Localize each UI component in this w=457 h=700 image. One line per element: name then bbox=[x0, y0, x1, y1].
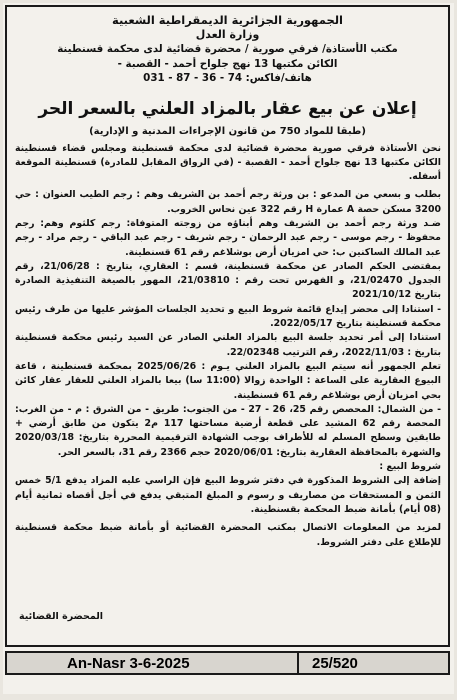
newspaper-clipping bbox=[3, 3, 454, 694]
letterhead bbox=[7, 7, 448, 86]
signature: المحضرة القضائية bbox=[19, 611, 104, 622]
paragraph-bailiff: نحن الأستاذة فرقي صورية محضرة قضائية لدى محكمة قسنطينة ومجلس قضاء قسنطينة الكائن مكتبها 13 نهج جلواح أحمد - القصبة - (في الرواق المقابل للمادرة) قسنطينة الموقعة أسفله. bbox=[15, 142, 441, 183]
paragraph-boundaries: - من الشمال: المحصص رقم 25، 26 - 27 - من الجنوب: طريق - من الشرق : م - من الغرب: المحصة رقم 62 المشيد على قطعة أرضية مساحتها 117 م2 يتكون من طابق أرضي + طابقين وسطح المسلم له للأطراف بوجب الشهادة الترقيمية المحررة بتاريخ: 2020/03/18 والشهرة بالمحافظة العقارية بتاريخ: 2020/06/01 حجم 2366 رقم 31، بالسعر الحر. bbox=[15, 403, 441, 458]
announcement-ref: 25/520 bbox=[312, 655, 358, 672]
header-ministry: وزارة العدل bbox=[195, 27, 260, 41]
announcement-title: إعلان عن بيع عقار بالمزاد العلني بالسعر الحر bbox=[38, 98, 417, 119]
footer-divider bbox=[297, 653, 299, 673]
header-office: مكتب الأستاذة/ فرقي صورية / محضرة قضائية لدى محكمة قسنطينة bbox=[57, 43, 398, 55]
paragraph-contact: لمزيد من المعلومات الاتصال بمكتب المحضرة القضائية أو بأمانة ضبط محكمة قسنطينة للإطلاع على دفتر الشروط. bbox=[15, 522, 441, 548]
paragraph-plaintiff: بطلب و بسعي من المدعو : بن ورثة رجم أحمد بن الشريف وهم : رجم الطيب العنوان : حي 3200 مسكن حصة A عمارة H رقم 322 عين نحاس الخروب. bbox=[15, 189, 441, 215]
announcement-body bbox=[7, 142, 448, 550]
header-republic: الجمهورية الجزائرية الديمقراطية الشعبية bbox=[111, 13, 343, 27]
paragraph-order: استنادا إلى أمر تحديد جلسة البيع بالمزاد العلني الصادر عن السيد رئيس محكمة قسنطينة بتاريخ : 2022/11/03، رقم الترتيب 22/02348. bbox=[15, 332, 441, 358]
announcement-subtitle: (طبقا للمواد 750 من قانون الإجراءات المدنية و الإدارية) bbox=[89, 125, 366, 137]
announcement-frame bbox=[5, 5, 450, 647]
paragraph-conditions: إضافة إلى الشروط المذكورة في دفتر شروط البيع فإن الراسي عليه المزاد يدفع 5/1 خمس الثمن و المستحقات من مصاريف و رسوم و المبلغ المتبقي يدفع في أجل أقصاه ثمانية أيام (08 أيام) بأمانة ضبط المحكمة بقسنطينة. bbox=[15, 475, 441, 515]
newspaper-date: An-Nasr 3-6-2025 bbox=[67, 655, 190, 672]
paragraph-defendants: ضـد ورثة رجم أحمد بن الشريف وهم أبناؤه من زوجته المتوفاة: رجم كلثوم وهم: رجم محفوظ - رجم موسى - رجم عبد الرحمان - رجم شريف - رجم عبد الباقي - رجم مراد - رجم عبد المالك الساكنين ب: حي امزيان أرض بوشلاغم رقم 61 قسنطينة. bbox=[15, 217, 441, 258]
paragraph-deposit: - استنادا إلى محضر إيداع قائمة شروط البيع و تحديد الجلسات المؤشر عليها من طرف رئيس محكمة قسنطينة بتاريخ 2022/05/17. bbox=[15, 303, 441, 330]
paragraph-judgment: بمقتضى الحكم الصادر عن محكمة قسنطينة، قسم : العقاري، بتاريخ : 21/06/28، رقم الجدول 21/02470، و الفهرس تحت رقم : 21/03810، المهور بالصيغة التنفيذية الصادرة بتاريخ 2021/10/12 bbox=[15, 260, 441, 301]
header-phone: هاتف/فاكس: 74 - 36 - 87 - 031 bbox=[143, 72, 312, 84]
paragraph-conditions-heading: شروط البيع : bbox=[379, 461, 441, 473]
paragraph-sale-date: تعلم الجمهور أنه سيتم البيع بالمزاد العلني يـوم : 2025/06/26 بمحكمة قسنطينة ، قاعة البيوع العقارية على الساعة : الواحدة زوالا (11:00 سا) بيعا بالمزاد العلني للعقار عقار كائن بحي امزيان أرض بوشلاغم رقم 61 قسنطينة. bbox=[15, 360, 442, 401]
publication-footer bbox=[5, 651, 450, 675]
header-address: الكائن مكتبها 13 نهج جلواح أحمد - القصبة - bbox=[117, 57, 338, 70]
